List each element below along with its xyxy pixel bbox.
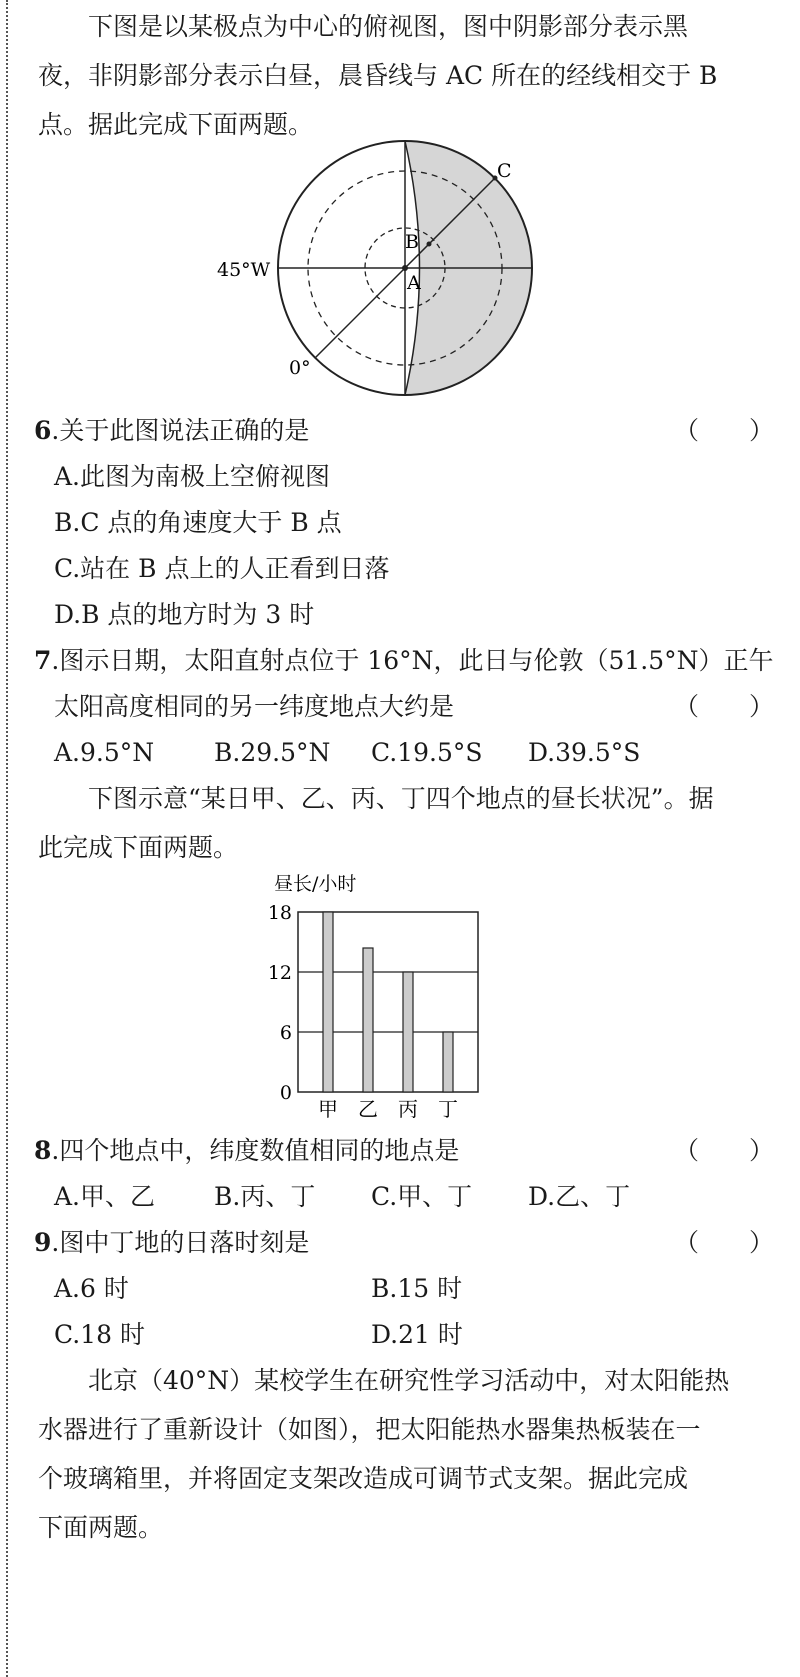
q7-option-d: D.39.5°S [528,738,641,767]
question-7-line-2 [54,682,774,731]
intro3-line-4: 下面两题。 [38,1513,164,1542]
question-7 [34,636,774,685]
q8-option-c: C.甲、丁 [371,1182,473,1211]
question-9-stem: .图中丁地的日落时刻是 [51,1228,310,1257]
label-0-degree: 0° [289,357,311,379]
chart-y-tick-label: 0 [279,1082,292,1104]
chart-category-label: 丙 [398,1097,418,1121]
label-c: C [497,160,512,182]
label-b: B [405,231,419,253]
q8-option-b: B.丙、丁 [214,1182,316,1211]
day-length-bar-chart [260,866,500,1122]
chart-y-tick-label: 6 [279,1022,292,1044]
q6-option-d: D.B 点的地方时为 3 时 [54,600,315,629]
question-6-number: 6 [34,416,52,445]
intro3-line-3: 个玻璃箱里，并将固定支架改造成可调节式支架。据此完成 [38,1464,689,1493]
q9-option-c: C.18 时 [54,1320,145,1349]
chart-category-label: 丁 [438,1097,458,1121]
q7-option-a: A.9.5°N [54,738,155,767]
chart-category-label: 乙 [358,1097,378,1121]
question-8-number: 8 [34,1136,52,1165]
question-6-stem: .关于此图说法正确的是 [51,416,310,445]
intro-paragraph-3 [38,1356,778,1552]
question-7-stem-line-2: 太阳高度相同的另一纬度地点大约是 [54,692,455,721]
intro2-line-2: 此完成下面两题。 [38,833,239,862]
polar-view-figure [210,130,590,410]
chart-bar [443,1032,453,1092]
q6-option-a: A.此图为南极上空俯视图 [54,462,331,491]
chart-bar [403,972,413,1092]
question-8-stem: .四个地点中，纬度数值相同的地点是 [51,1136,460,1165]
intro1-line-1: 下图是以某极点为中心的俯视图，图中阴影部分表示黑 [88,12,689,41]
question-9 [34,1218,774,1267]
q9-option-d: D.21 时 [371,1320,463,1349]
intro1-line-3: 点。据此完成下面两题。 [38,110,314,139]
question-9-answer-paren: （ ） [673,1228,774,1257]
intro2-line-1: 下图示意“某日甲、乙、丙、丁四个地点的昼长状况”。据 [88,784,714,813]
q9-option-a: A.6 时 [54,1274,129,1303]
chart-bar [363,948,373,1092]
intro-paragraph-2 [38,774,778,872]
label-a: A [407,272,421,294]
intro3-line-1: 北京（40°N）某校学生在研究性学习活动中，对太阳能热 [88,1366,730,1395]
intro1-line-2: 夜，非阴影部分表示白昼，晨昏线与 AC 所在的经线相交于 B [38,61,718,90]
question-8 [34,1126,774,1175]
q9-option-b: B.15 时 [371,1274,463,1303]
q7-option-c: C.19.5°S [371,738,483,767]
point-b [427,242,432,247]
question-6-answer-paren: （ ） [673,416,774,445]
chart-category-label: 甲 [318,1097,338,1121]
chart-y-axis-label: 昼长/小时 [274,873,357,895]
question-7-stem-line-1: .图示日期，太阳直射点位于 16°N，此日与伦敦（51.5°N）正午 [51,646,774,675]
label-45w: 45°W [217,259,271,281]
question-6 [34,406,774,455]
intro-paragraph-1 [38,2,778,149]
intro3-line-2: 水器进行了重新设计（如图），把太阳能热水器集热板装在一 [38,1415,701,1444]
q8-option-d: D.乙、丁 [528,1182,631,1211]
question-7-number: 7 [34,646,52,675]
chart-bar [323,912,333,1092]
q8-option-a: A.甲、乙 [54,1182,156,1211]
question-9-number: 9 [34,1228,52,1257]
chart-y-tick-label: 12 [267,962,292,984]
question-8-answer-paren: （ ） [673,1136,774,1165]
chart-y-tick-label: 18 [267,902,292,924]
q7-option-b: B.29.5°N [214,738,331,767]
q6-option-c: C.站在 B 点上的人正看到日落 [54,554,390,583]
q6-option-b: B.C 点的角速度大于 B 点 [54,508,342,537]
question-7-answer-paren: （ ） [673,692,774,721]
page-margin-dashed-line [6,0,8,1677]
pole-point [402,265,408,271]
